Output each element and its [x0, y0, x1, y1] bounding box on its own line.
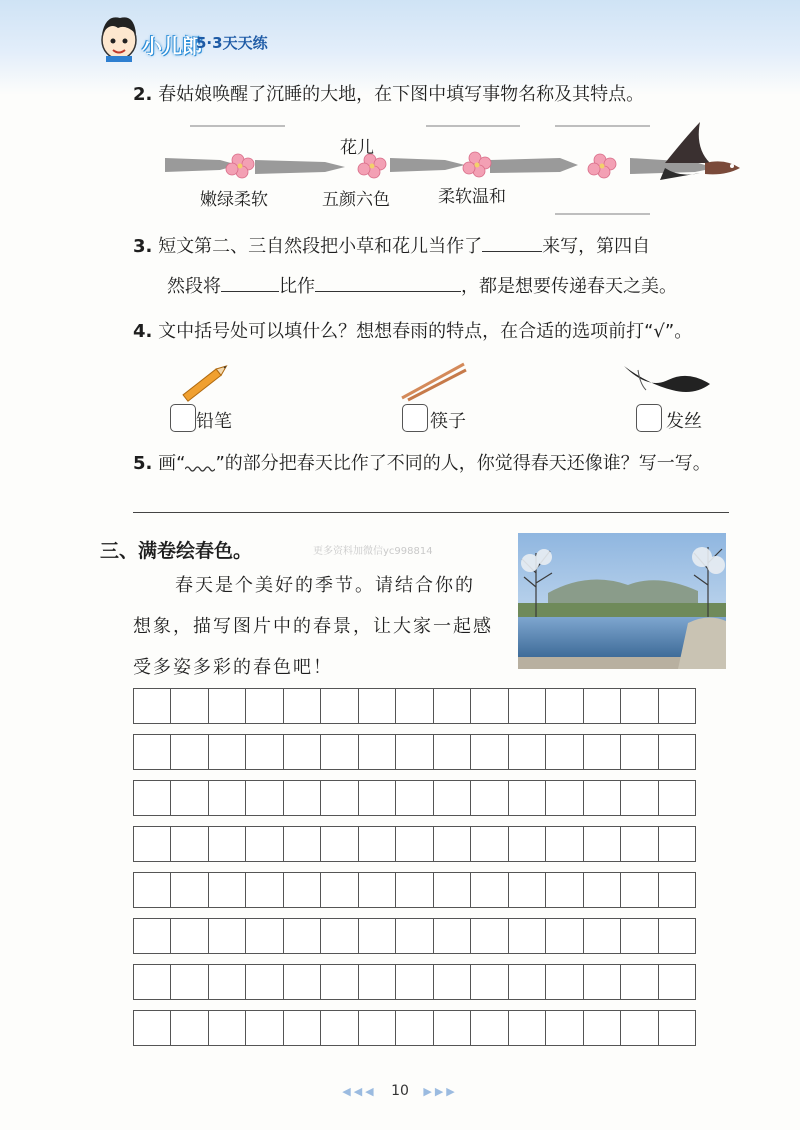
question-text: 比作 — [279, 276, 315, 297]
mascot-icon — [96, 10, 142, 62]
chain-bottom-label: 五颜六色 — [322, 190, 390, 210]
option-checkbox-chopsticks[interactable] — [402, 404, 428, 432]
option-label: 发丝 — [666, 411, 702, 432]
pencil-icon — [178, 360, 234, 404]
watermark: 更多资料加微信yc998814 — [313, 546, 433, 557]
answer-blank[interactable] — [221, 273, 279, 292]
instruction-line: 想象，描写图片中的春景，让大家一起感 — [133, 616, 493, 637]
question-text: 然段将 — [167, 276, 221, 297]
question-number: 2. — [133, 84, 153, 105]
chain-bottom-label: 嫩绿柔软 — [200, 190, 268, 210]
question-2 — [133, 82, 644, 108]
question-text: 春姑娘唤醒了沉睡的大地，在下图中填写事物名称及其特点。 — [158, 84, 645, 105]
brand-logo: 小儿郎 — [142, 34, 202, 58]
question-text: 画“ — [158, 453, 186, 474]
question-number: 3. — [133, 236, 153, 257]
answer-blank[interactable] — [315, 273, 461, 292]
question-5 — [133, 451, 711, 477]
question-4 — [133, 319, 692, 345]
option-label: 筷子 — [430, 411, 466, 432]
question-number: 4. — [133, 321, 153, 342]
option-checkbox-hair[interactable] — [636, 404, 662, 432]
writing-grid-row[interactable] — [133, 688, 696, 724]
question-number: 5. — [133, 453, 153, 474]
answer-line[interactable] — [133, 512, 729, 513]
series-subtitle: 5·3天天练 — [196, 34, 268, 52]
question-3-line-2 — [167, 273, 677, 300]
page-number: 10 — [391, 1083, 409, 1099]
page-footer — [0, 1083, 800, 1099]
writing-grid-row[interactable] — [133, 734, 696, 770]
chain-bottom-label: 柔软温和 — [438, 187, 506, 207]
instruction-line: 春天是个美好的季节。请结合你的 — [175, 575, 475, 596]
option-label: 铅笔 — [196, 411, 232, 432]
option-checkbox-pencil[interactable] — [170, 404, 196, 432]
writing-grid-row[interactable] — [133, 780, 696, 816]
writing-grid-row[interactable] — [133, 1010, 696, 1046]
hair-ribbon-icon — [618, 360, 714, 402]
writing-grid-row[interactable] — [133, 872, 696, 908]
left-arrows-icon: ◀◀◀ — [342, 1085, 377, 1098]
chopsticks-icon — [398, 360, 468, 404]
question-text: 文中括号处可以填什么？想想春雨的特点，在合适的选项前打“√”。 — [158, 321, 693, 342]
section-title: 三、满卷绘春色。 — [100, 540, 253, 562]
writing-grid-row[interactable] — [133, 826, 696, 862]
question-3-line-1 — [133, 233, 650, 260]
spring-scene-image — [518, 533, 726, 669]
right-arrows-icon: ▶▶▶ — [423, 1085, 458, 1098]
chain-top-label: 花儿 — [340, 138, 374, 158]
writing-grid-row[interactable] — [133, 918, 696, 954]
question-text: 短文第二、三自然段把小草和花儿当作了 — [158, 236, 483, 257]
question-text: ”的部分把春天比作了不同的人，你觉得春天还像谁？写一写。 — [215, 453, 711, 474]
question-text: ，都是想要传递春天之美。 — [461, 276, 677, 297]
answer-blank[interactable] — [482, 233, 542, 252]
writing-grid-row[interactable] — [133, 964, 696, 1000]
question-text: 来写，第四自 — [542, 236, 651, 257]
wavy-underline-mark — [185, 451, 215, 469]
instruction-line: 受多姿多彩的春色吧！ — [133, 657, 333, 678]
